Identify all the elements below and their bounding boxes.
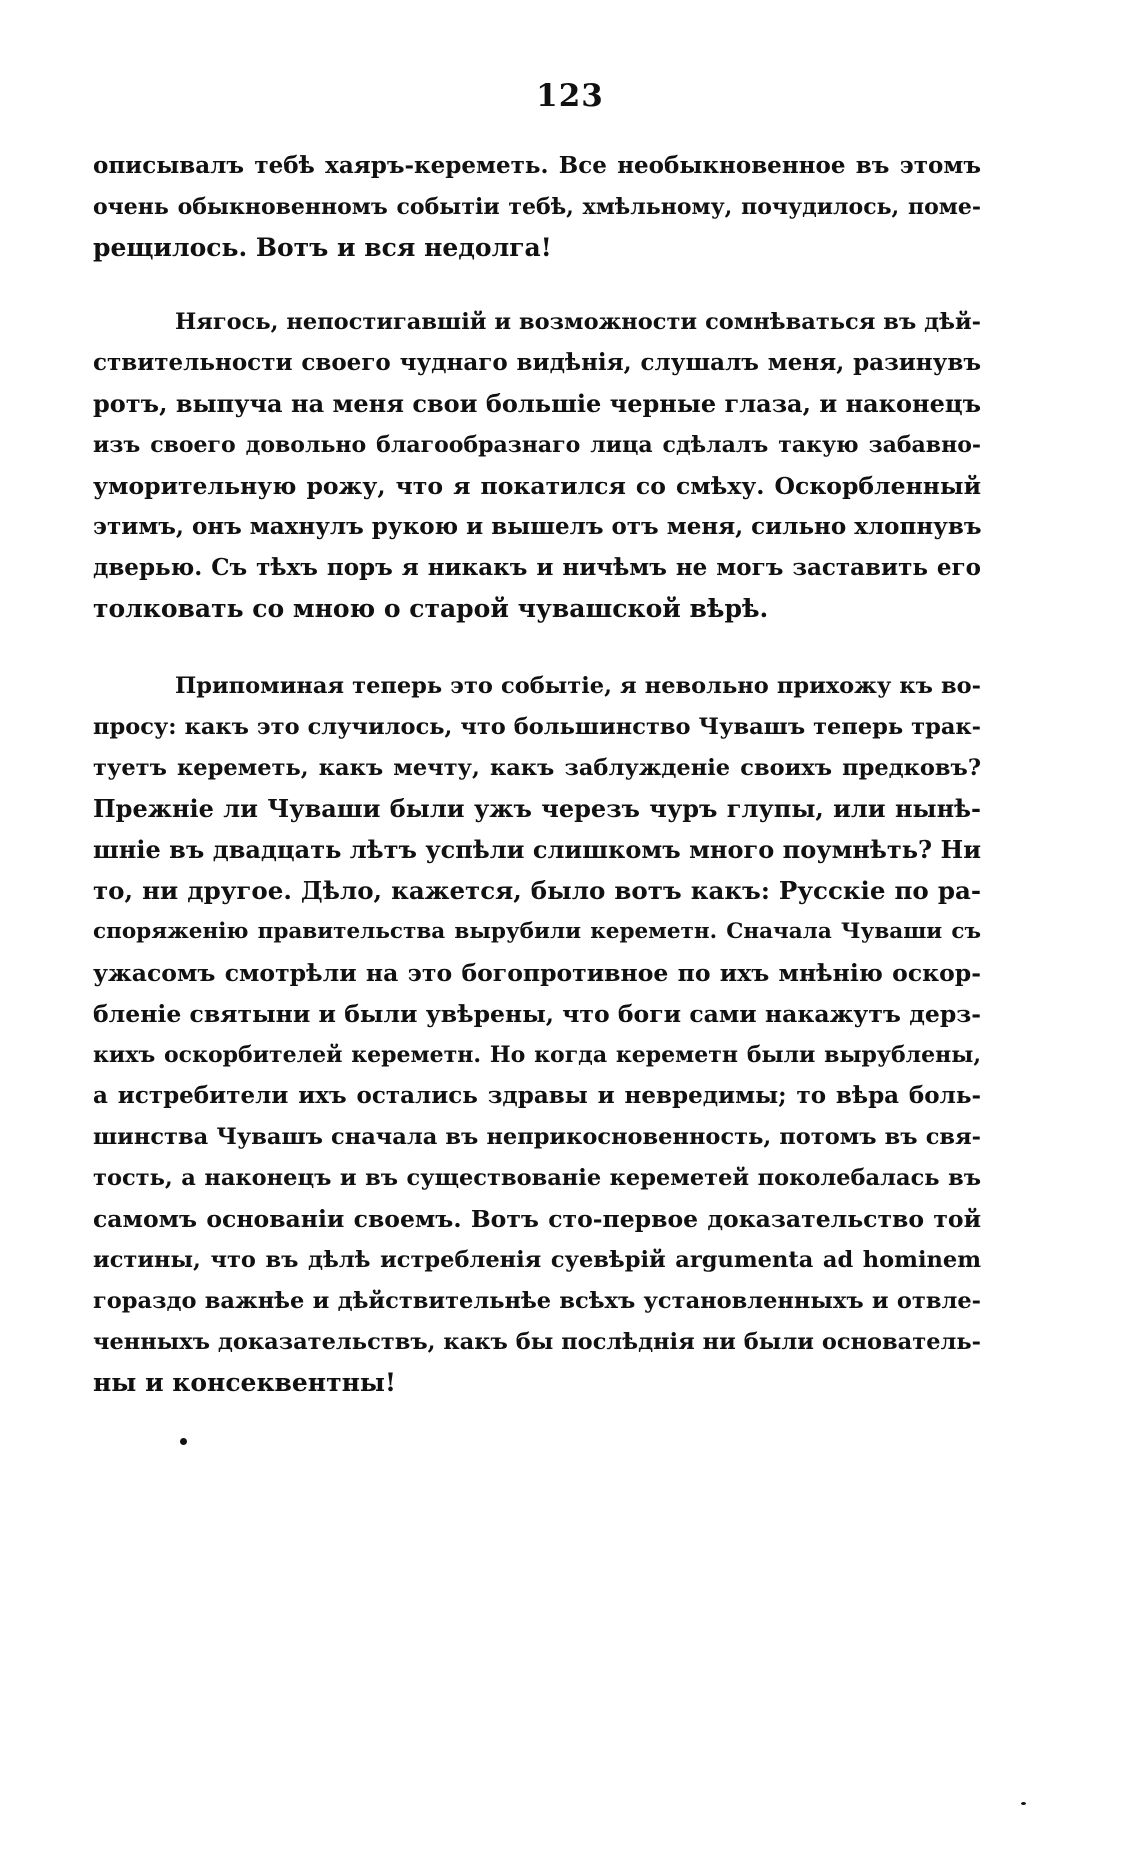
text-line: истины, что въ дѣлѣ истребленiя суевѣрiй argumenta ad hominem [93,1247,981,1273]
text-line: бленiе святыни и были увѣрены, что боги сами накажутъ дерз- [93,1000,981,1028]
text-line: просу: какъ это случилось, что большинство Чувашъ теперь трак- [93,714,981,740]
text-line: ротъ, выпуча на меня свои большiе черные глаза, и наконецъ [93,389,981,418]
text-line: шинства Чувашъ сначала въ неприкосновенность, потомъ въ свя- [93,1124,981,1150]
text-line: туетъ кереметь, какъ мечту, какъ заблужденiе своихъ предковъ? [93,755,981,781]
text-line: ужасомъ смотрѣли на это богопротивное по ихъ мнѣнiю оскор- [93,959,981,987]
ink-speck [180,1438,187,1445]
ink-speck [1021,1802,1026,1805]
text-line: дверью. Съ тѣхъ поръ я никакъ и ничѣмъ не могъ заставить его [93,554,981,581]
text-line: гораздо важнѣе и дѣйствительнѣе всѣхъ установленныхъ и отвле- [93,1288,981,1314]
text-line: а истребители ихъ остались здравы и невредимы; то вѣра боль- [93,1082,981,1109]
text-line: очень обыкновенномъ событiи тебѣ, хмѣльному, почудилось, поме- [93,194,981,220]
text-line: споряженiю правительства вырубили кереметн. Сначала Чуваши съ [93,919,981,944]
text-line: тость, а наконецъ и въ существованiе кереметей поколебалась въ [93,1165,981,1191]
text-line: уморительную рожу, что я покатился со смѣху. Оскорбленный [93,472,981,500]
text-line: кихъ оскорбителей кереметн. Но когда кереметн были вырублены, [93,1042,981,1068]
text-line: шнiе въ двадцать лѣтъ успѣли слишкомъ много поумнѣть? Ни [93,835,981,864]
text-line: этимъ, онъ махнулъ рукою и вышелъ отъ меня, сильно хлопнувъ [93,513,982,540]
text-line: описывалъ тебѣ хаяръ-кереметь. Все необыкновенное въ этомъ [93,152,981,179]
text-line: то, ни другое. Дѣло, кажется, было вотъ какъ: Русскiе по ра- [93,876,981,905]
text-line: толковать со мною о старой чувашской вѣрѣ. [93,594,769,623]
text-line: рещилось. Вотъ и вся недолга! [93,233,552,262]
text-line: ствительности своего чуднаго видѣнiя, слушалъ меня, разинувъ [93,349,981,376]
text-line: изъ своего довольно благообразнаго лица сдѣлалъ такую забавно- [93,432,981,458]
text-line: самомъ основанiи своемъ. Вотъ сто-первое доказательство той [93,1205,981,1233]
text-line: Прежнiе ли Чуваши были ужъ черезъ чуръ глупы, или нынѣ- [93,794,981,823]
text-line: ны и консеквентны! [93,1368,396,1397]
text-line: Нягось, непостигавшiй и возможности сомнѣваться въ дѣй- [175,309,981,335]
text-line: Припоминая теперь это событiе, я невольно прихожу къ во- [175,673,981,699]
text-line: ченныхъ доказательствъ, какъ бы послѣднiя ни были основатель- [93,1329,981,1355]
page-number: 123 [536,78,604,114]
